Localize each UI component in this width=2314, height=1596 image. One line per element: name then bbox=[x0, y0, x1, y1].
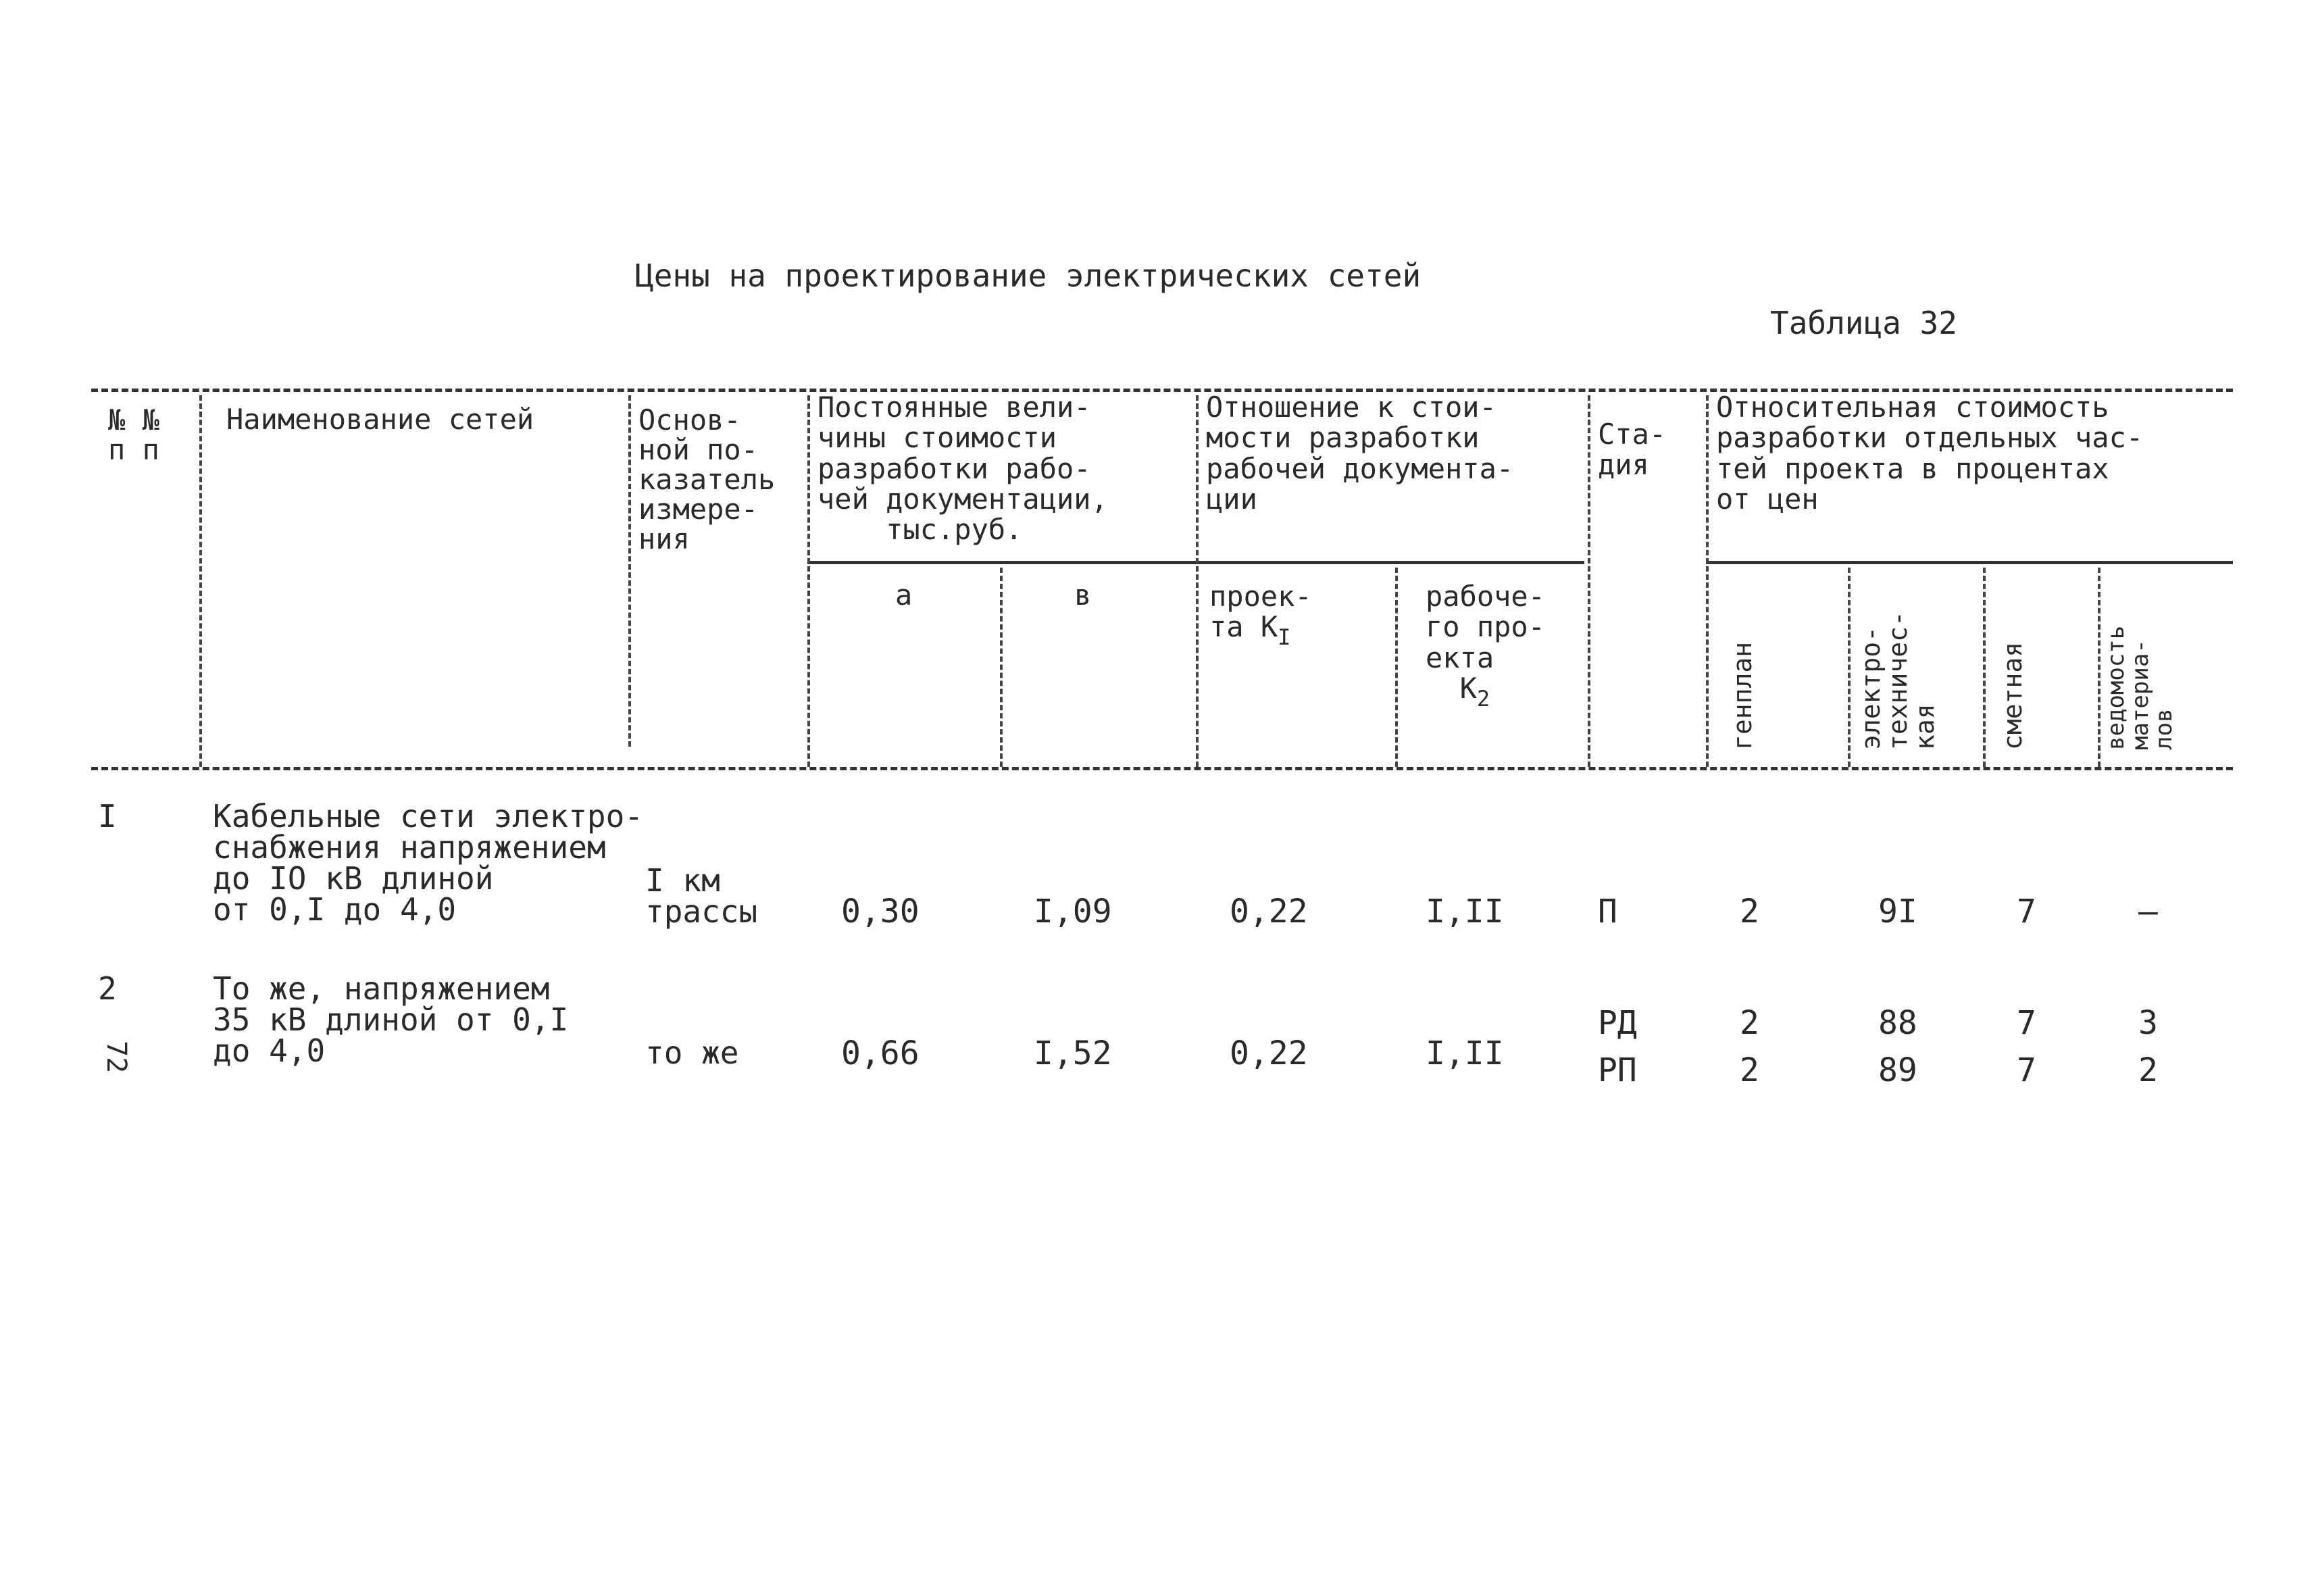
divider-ratio-stage bbox=[1588, 395, 1590, 767]
header-stage: Ста- дия bbox=[1598, 418, 1667, 482]
header-unit: Основ- ной по- казатель измере- ния bbox=[638, 403, 776, 556]
header-ratio: Отношение к стои- мости разработки рабочей документа- ции bbox=[1206, 391, 1514, 516]
header-rel: Относительная стоимость разработки отдельных час- тей проекта в процентах от цен bbox=[1716, 391, 2144, 516]
table-label: Таблица 32 bbox=[1770, 305, 1957, 341]
row-2-name: То же, напряжением 35 кВ длиной от 0,I до 4,0 bbox=[213, 970, 569, 1069]
row-2-general-2: 2 bbox=[1740, 1051, 1759, 1089]
row-2-k2: I,II bbox=[1426, 1034, 1504, 1072]
header-ratio-k1 bbox=[1209, 581, 1312, 649]
divider-const-ratio bbox=[1196, 395, 1199, 767]
divider-k1-k2 bbox=[1395, 568, 1398, 767]
header-name: Наименование сетей bbox=[226, 403, 534, 436]
row-1-a: 0,30 bbox=[841, 893, 920, 930]
row-2-k1: 0,22 bbox=[1230, 1034, 1308, 1072]
row-2-materials-1: 3 bbox=[2138, 1004, 2158, 1042]
divider-general-electro bbox=[1848, 568, 1851, 767]
divider-stage-rel bbox=[1706, 395, 1709, 767]
row-2-estimate-1: 7 bbox=[2017, 1004, 2036, 1042]
header-ratio-k1-sub: I bbox=[1278, 624, 1291, 651]
divider-estimate-materials bbox=[2098, 568, 2101, 767]
row-1-electro: 9I bbox=[1878, 893, 1917, 930]
page-title: Цены на проектирование электрических сетей bbox=[635, 257, 1422, 294]
header-no: № № п п bbox=[108, 403, 159, 467]
row-2-stage-1: РД bbox=[1598, 1004, 1637, 1042]
header-rel-electro: электро- техничес- кая bbox=[1856, 611, 1940, 750]
rel-subheader-rule bbox=[1706, 561, 2233, 564]
header-ratio-k2-sub: 2 bbox=[1476, 686, 1490, 712]
header-ratio-k1-text: проек- та К bbox=[1209, 580, 1312, 644]
divider-a-b bbox=[1000, 568, 1003, 767]
header-ratio-k2 bbox=[1426, 581, 1545, 711]
header-bottom-rule bbox=[91, 767, 2233, 770]
page-number: 72 bbox=[101, 1041, 132, 1074]
divider-name-unit bbox=[628, 395, 631, 747]
row-1-unit: I км трассы bbox=[645, 862, 758, 930]
row-1-k1: 0,22 bbox=[1230, 893, 1308, 930]
row-2-estimate-2: 7 bbox=[2017, 1051, 2036, 1089]
row-1-estimate: 7 bbox=[2017, 893, 2036, 930]
ratio-subheader-rule bbox=[1196, 561, 1584, 564]
row-1-k2: I,II bbox=[1426, 893, 1504, 930]
header-const-a: а bbox=[895, 578, 913, 612]
row-2-electro-1: 88 bbox=[1878, 1004, 1917, 1042]
row-1-materials: – bbox=[2138, 893, 2158, 930]
header-rel-materials: ведомость материа- лов bbox=[2103, 625, 2178, 750]
row-2-a: 0,66 bbox=[841, 1034, 920, 1072]
header-const-b: в bbox=[1074, 578, 1092, 612]
row-2-unit: то же bbox=[645, 1034, 739, 1071]
header-rel-general: генплан bbox=[1728, 641, 1757, 750]
divider-unit-const bbox=[807, 395, 810, 767]
row-2-materials-2: 2 bbox=[2138, 1051, 2158, 1089]
row-1-stage: П bbox=[1598, 893, 1617, 930]
divider-no-name bbox=[199, 395, 202, 767]
row-2-b: I,52 bbox=[1034, 1034, 1112, 1072]
row-1-name: Кабельные сети электро- снабжения напряжением до IO кВ длиной от 0,I до 4,0 bbox=[213, 798, 643, 928]
header-rel-estimate: сметная bbox=[1998, 641, 2028, 750]
row-2-general-1: 2 bbox=[1740, 1004, 1759, 1042]
header-ratio-k2-text: рабоче- го про- екта К bbox=[1426, 580, 1546, 705]
divider-electro-estimate bbox=[1983, 568, 1986, 767]
row-2-no: 2 bbox=[98, 970, 117, 1007]
row-1-general: 2 bbox=[1740, 893, 1759, 930]
const-subheader-rule bbox=[807, 561, 1196, 564]
header-const: Постоянные вели- чины стоимости разработки рабо- чей документации, тыс.руб. bbox=[818, 391, 1108, 547]
row-1-no: I bbox=[98, 798, 117, 834]
row-1-b: I,09 bbox=[1034, 893, 1112, 930]
row-2-stage-2: РП bbox=[1598, 1051, 1637, 1089]
row-2-electro-2: 89 bbox=[1878, 1051, 1917, 1089]
